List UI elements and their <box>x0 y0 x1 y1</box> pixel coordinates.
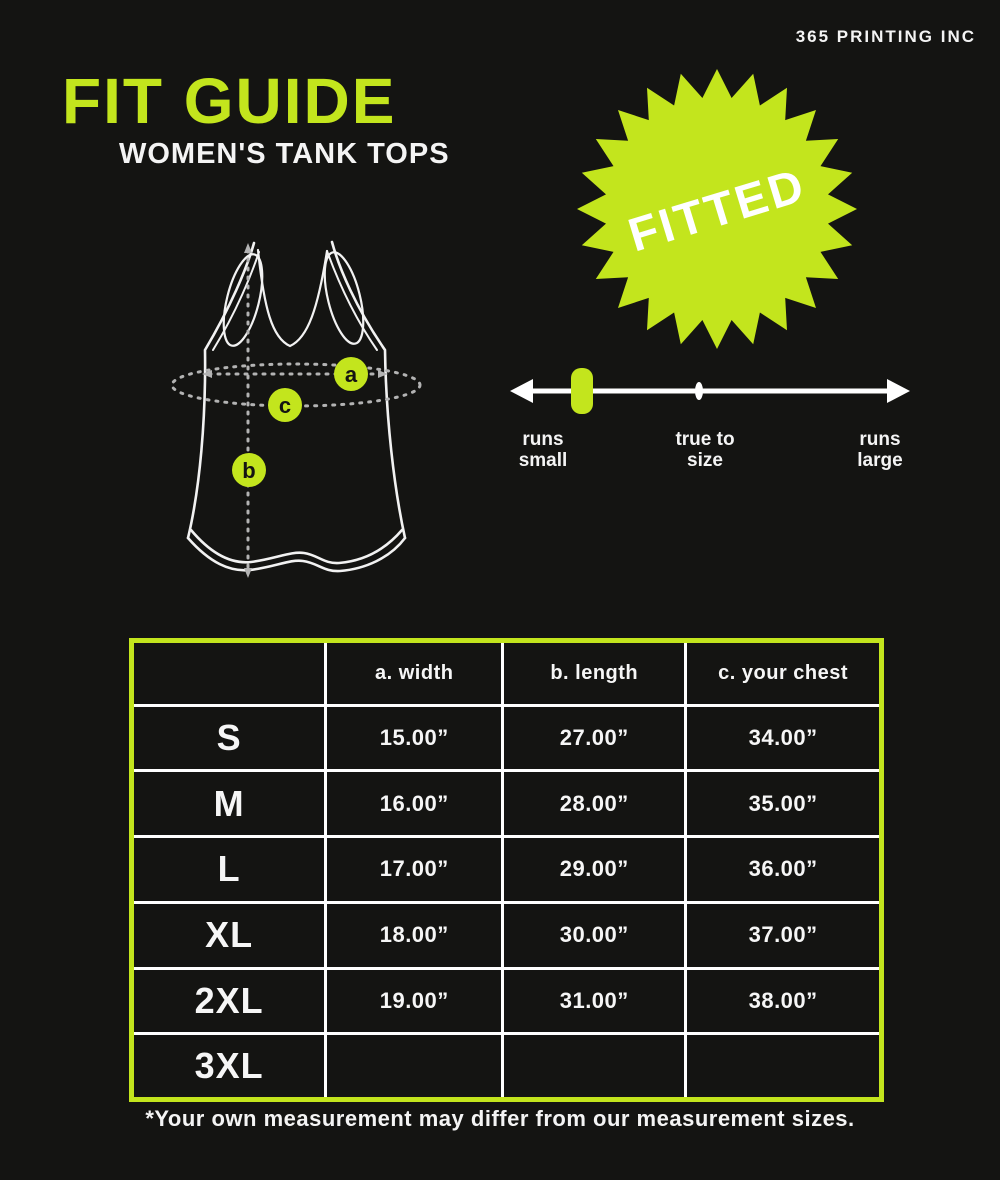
true-to-size-line2: size <box>687 449 723 471</box>
table-row-3xl <box>132 1034 882 1100</box>
chest-value: 35.00” <box>686 771 882 837</box>
width-value: 15.00” <box>326 705 503 771</box>
brand-name: 365 PRINTING INC <box>795 27 976 46</box>
header-cell-length: b. length <box>503 641 686 706</box>
true-to-size-line1: true to <box>675 429 735 450</box>
chest-value <box>686 1034 882 1100</box>
fitted-badge <box>574 66 860 352</box>
fit-scale-arrow <box>505 362 925 424</box>
table-row-l <box>132 837 882 903</box>
scale-label-runs-large <box>835 430 925 471</box>
width-value: 18.00” <box>326 902 503 968</box>
length-value: 27.00” <box>503 705 686 771</box>
table-row-xl <box>132 902 882 968</box>
chest-value: 34.00” <box>686 705 882 771</box>
width-value: 19.00” <box>326 968 503 1034</box>
table-row-m <box>132 771 882 837</box>
size-label: L <box>132 837 326 903</box>
runs-large-line1: runs <box>859 429 901 450</box>
header-cell-empty <box>132 641 326 706</box>
marker-c-label: c <box>278 393 292 418</box>
header-cell-chest: c. your chest <box>686 641 882 706</box>
runs-small-line1: runs <box>522 429 564 450</box>
chest-value: 36.00” <box>686 837 882 903</box>
size-label: 3XL <box>132 1034 326 1100</box>
length-value: 28.00” <box>503 771 686 837</box>
size-table <box>129 638 884 1102</box>
marker-b-label: b <box>242 458 256 483</box>
scale-center-tick <box>695 382 703 400</box>
tank-top-diagram <box>60 228 460 603</box>
fit-position-marker <box>571 368 593 414</box>
length-value <box>503 1034 686 1100</box>
runs-small-line2: small <box>518 449 568 471</box>
width-value: 17.00” <box>326 837 503 903</box>
page-subtitle: WOMEN'S TANK TOPS <box>119 138 450 170</box>
measurement-disclaimer: *Your own measurement may differ from our measurement sizes. <box>145 1106 855 1131</box>
width-value <box>326 1034 503 1100</box>
page-title: FIT GUIDE <box>62 65 397 137</box>
chest-value: 38.00” <box>686 968 882 1034</box>
table-row-s <box>132 705 882 771</box>
length-value: 30.00” <box>503 902 686 968</box>
size-table-header-row <box>132 641 882 706</box>
size-label: XL <box>132 902 326 968</box>
fit-scale <box>505 362 925 424</box>
scale-label-true-to-size <box>650 430 760 471</box>
marker-a-label: a <box>344 362 358 387</box>
scale-left-arrowhead-icon <box>510 379 533 403</box>
size-label: M <box>132 771 326 837</box>
runs-large-line2: large <box>857 449 903 471</box>
size-label: S <box>132 705 326 771</box>
tank-top-illustration <box>60 228 460 603</box>
chest-value: 37.00” <box>686 902 882 968</box>
length-value: 31.00” <box>503 968 686 1034</box>
fitted-badge-label: FITTED <box>621 156 812 262</box>
length-value: 29.00” <box>503 837 686 903</box>
scale-right-arrowhead-icon <box>887 379 910 403</box>
measurement-markers <box>232 357 368 487</box>
header-cell-width: a. width <box>326 641 503 706</box>
scale-label-runs-small <box>498 430 588 471</box>
width-value: 16.00” <box>326 771 503 837</box>
table-row-2xl <box>132 968 882 1034</box>
size-label: 2XL <box>132 968 326 1034</box>
